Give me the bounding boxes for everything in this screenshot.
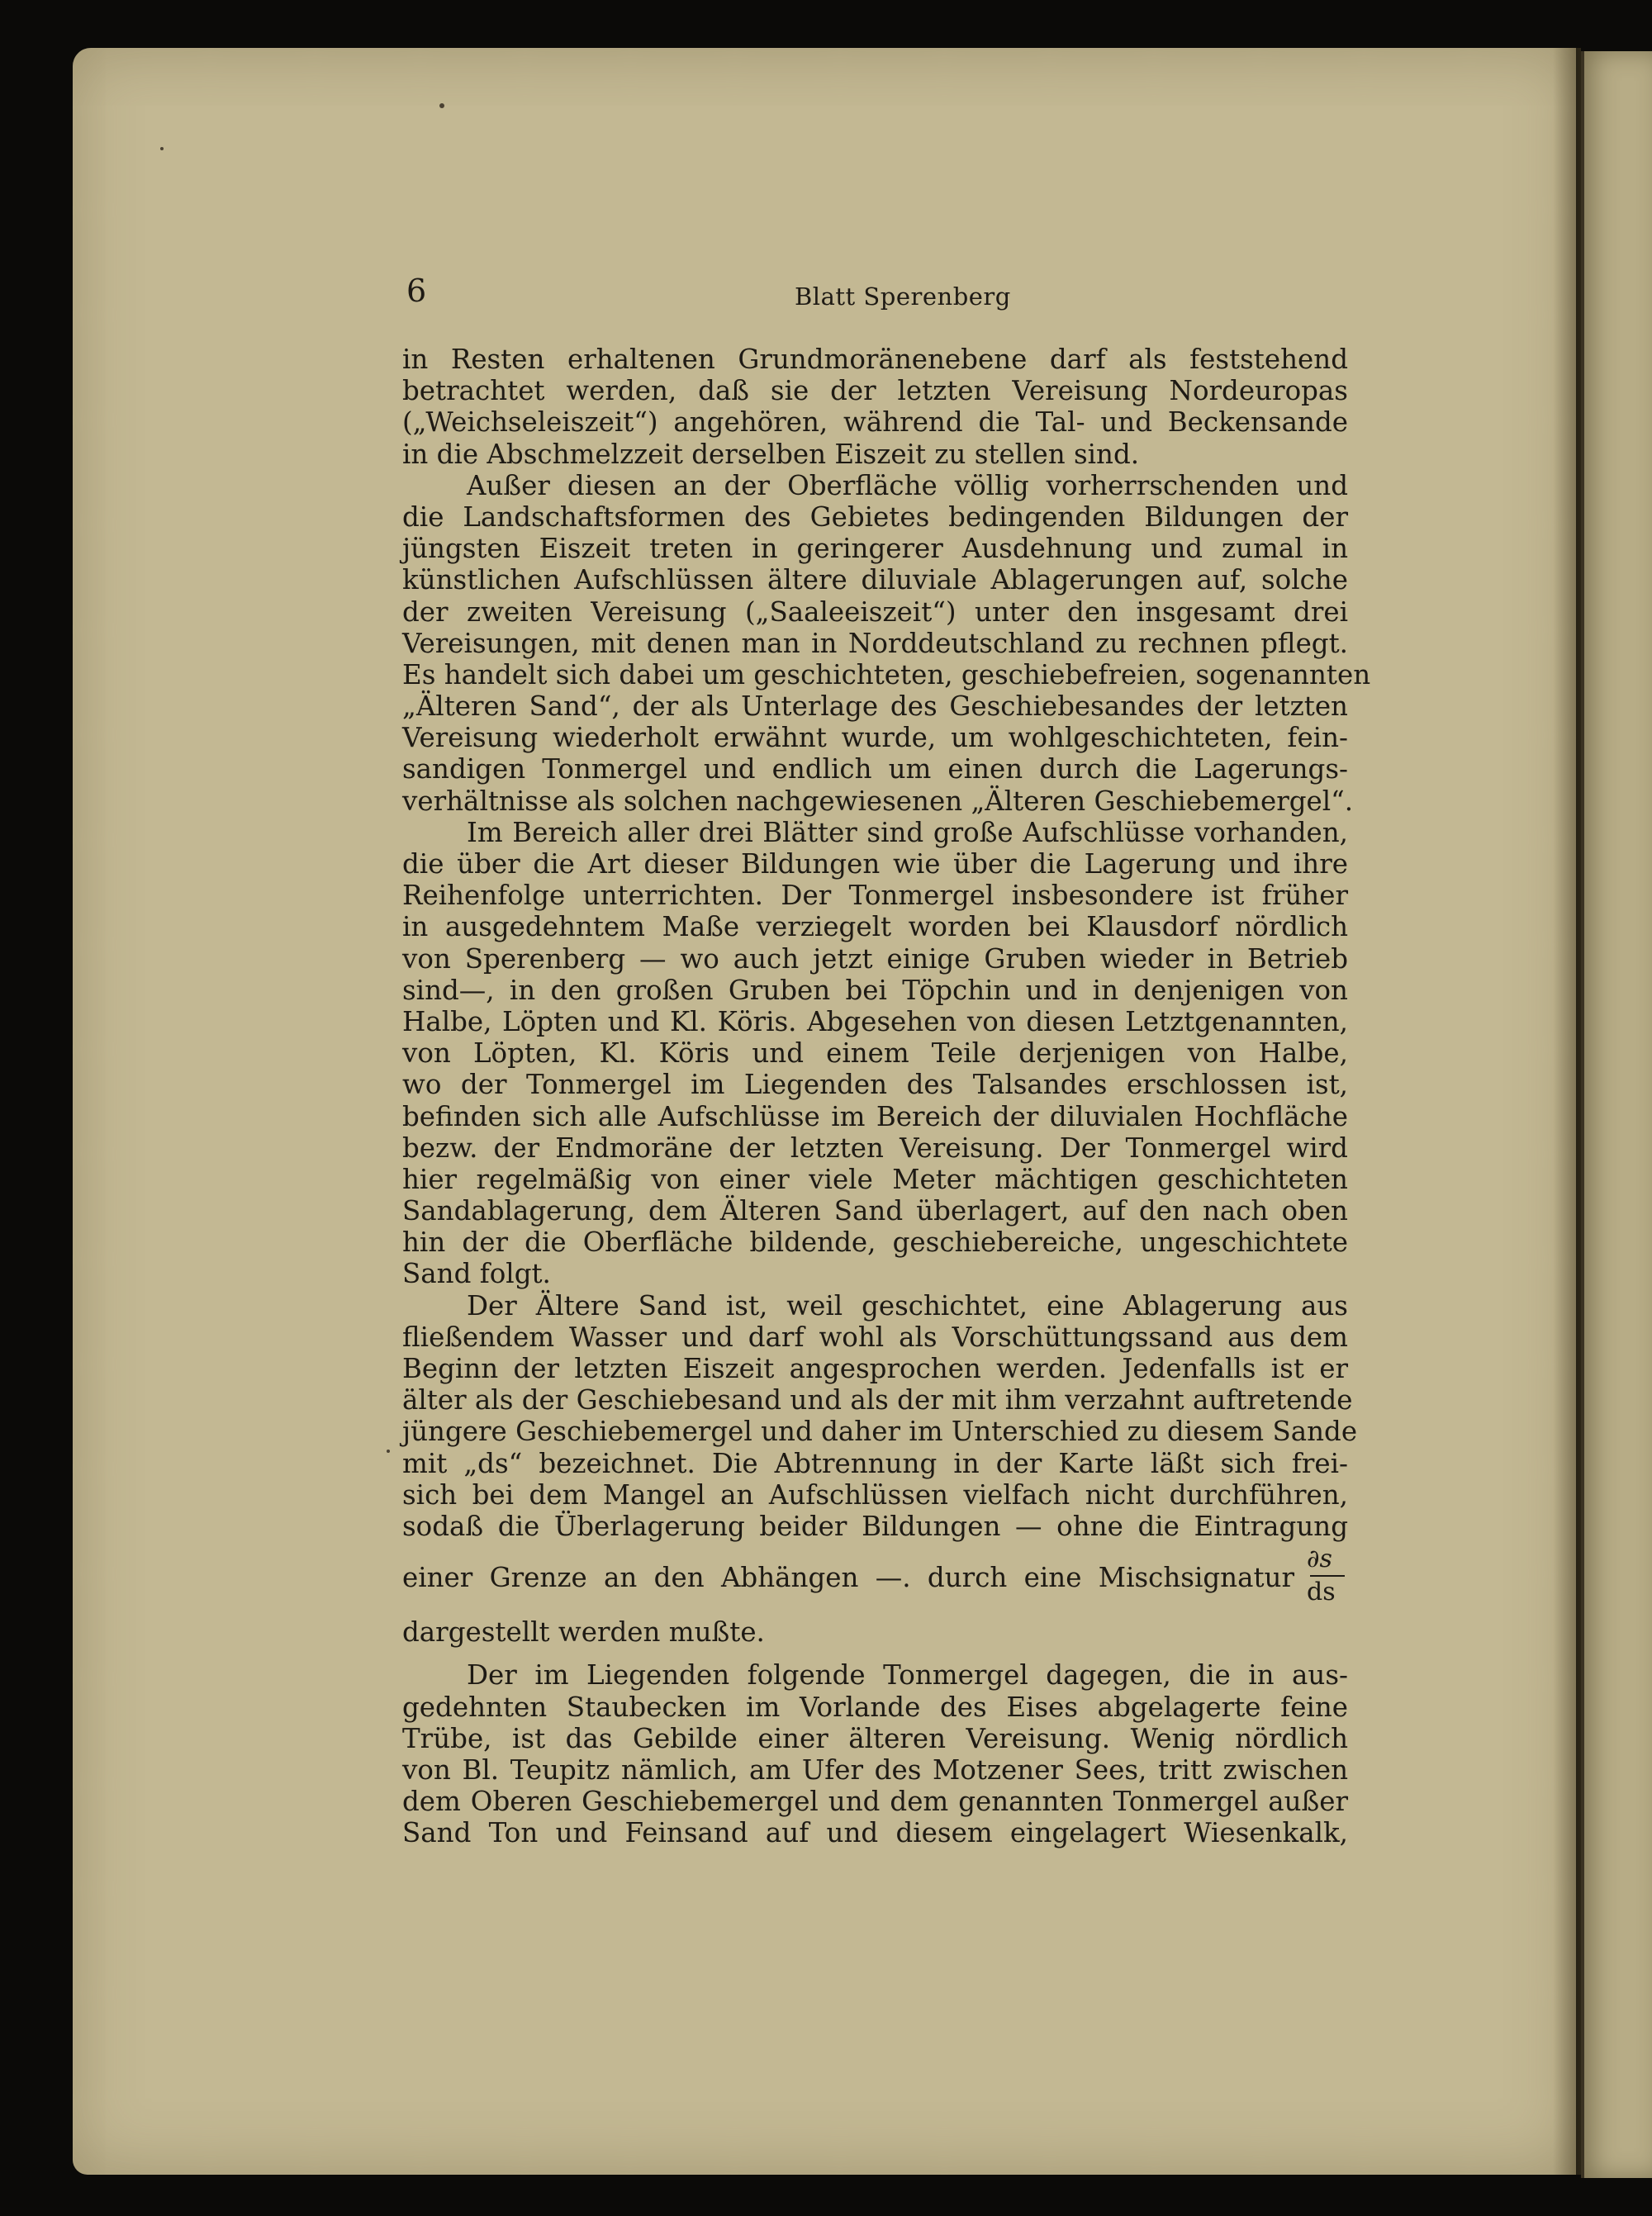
text-line: Trübe, ist das Gebilde einer älteren Vereisung. Wenig nördlich <box>402 1722 1348 1754</box>
text-line: älter als der Geschiebesand und als der mit ihm verzahnt auftretende <box>402 1384 1353 1416</box>
text-line: dargestellt werden mußte. <box>402 1616 765 1649</box>
text-line: von Sperenberg — wo auch jetzt einige Gruben wieder in Betrieb <box>402 942 1348 975</box>
paper-speck <box>160 147 164 150</box>
text-line: Im Bereich aller drei Blätter sind große Aufschlüsse vorhanden, <box>467 816 1348 848</box>
page-number: 6 <box>406 273 427 309</box>
text-line: Der im Liegenden folgende Tonmergel dagegen, die in aus- <box>467 1659 1348 1692</box>
text-line: bezw. der Endmoräne der letzten Vereisung. Der Tonmergel wird <box>402 1132 1348 1164</box>
text-line: von Bl. Teupitz nämlich, am Ufer des Motzener Sees, tritt zwischen <box>402 1753 1348 1786</box>
body-text <box>402 344 1371 1849</box>
running-title: Blatt Sperenberg <box>795 282 1011 311</box>
text-line: Es handelt sich dabei um geschichteten, geschiebefreien, sogenannten <box>402 658 1371 690</box>
text-line: Außer diesen an der Oberfläche völlig vorherrschenden und <box>467 469 1348 501</box>
adjacent-page-edge <box>1581 51 1652 2178</box>
fraction-denominator: ds <box>1307 1578 1336 1607</box>
paragraph <box>402 817 1348 1290</box>
text-line: dem Oberen Geschiebemergel und dem genannten Tonmergel außer <box>402 1786 1348 1818</box>
text-line: Halbe, Löpten und Kl. Köris. Abgesehen von diesen Letztgenannten, <box>402 1005 1348 1037</box>
text-line: hier regelmäßig von einer viele Meter mächtigen geschichteten <box>402 1163 1348 1195</box>
text-line: Beginn der letzten Eiszeit angesprochen werden. Jedenfalls ist er <box>402 1353 1348 1384</box>
paragraph <box>402 344 1348 470</box>
text-line: sich bei dem Mangel an Aufschlüssen vielfach nicht durchführen, <box>402 1478 1348 1511</box>
text-line: die über die Art dieser Bildungen wie über die Lagerung und ihre <box>402 848 1348 880</box>
text-line: Sand folgt. <box>402 1258 551 1290</box>
spine-shadow <box>1553 48 1581 2175</box>
text-line: Vereisungen, mit denen man in Norddeutschland zu rechnen pflegt. <box>402 627 1348 659</box>
text-line: verhältnisse als solchen nachgewiesenen „Älteren Geschiebemergel“. <box>402 785 1354 817</box>
text-line: Reihenfolge unterrichten. Der Tonmergel insbesondere ist früher <box>402 880 1348 912</box>
text-line: wo der Tonmergel im Liegenden des Talsandes erschlossen ist, <box>402 1069 1348 1101</box>
text-line: Der Ältere Sand ist, weil geschichtet, eine Ablagerung aus <box>467 1289 1348 1322</box>
text-line: in ausgedehntem Maße verziegelt worden bei Klausdorf nördlich <box>402 911 1348 943</box>
text-line: von Löpten, Kl. Köris und einem Teile derjenigen von Halbe, <box>402 1037 1348 1070</box>
text-line: betrachtet werden, daß sie der letzten Vereisung Nordeuropas <box>402 375 1348 407</box>
text-line: hin der die Oberfläche bildende, geschiebereiche, ungeschichtete <box>402 1227 1348 1259</box>
text-line: in die Abschmelzzeit derselben Eiszeit zu stellen sind. <box>402 438 1140 470</box>
text-line: der zweiten Vereisung („Saaleeiszeit“) unter den insgesamt drei <box>402 596 1348 628</box>
text-line: befinden sich alle Aufschlüsse im Bereich der diluvialen Hochfläche <box>402 1100 1348 1132</box>
text-line: in Resten erhaltenen Grundmoränenebene darf als feststehend <box>402 344 1348 375</box>
paragraph <box>402 1289 1358 1649</box>
text-line: künstlichen Aufschlüssen ältere diluviale Ablagerungen auf, solche <box>402 564 1348 596</box>
text-line: gedehnten Staubecken im Vorlande des Eises abgelagerte feine <box>402 1691 1348 1723</box>
text-line: sandigen Tonmergel und endlich um einen durch die Lagerungs- <box>402 753 1348 785</box>
paper-speck <box>387 1450 390 1453</box>
fraction-bar <box>1310 1575 1345 1577</box>
text-line: Vereisung wiederholt erwähnt wurde, um wohlgeschichteten, fein- <box>402 722 1348 754</box>
text-line: fließendem Wasser und darf wohl als Vorschüttungssand aus dem <box>402 1321 1348 1353</box>
fraction-numerator: ∂s <box>1307 1545 1332 1574</box>
text-line: sodaß die Überlagerung beider Bildungen — ohne die Eintragung <box>402 1510 1348 1542</box>
text-line: die Landschaftsformen des Gebietes bedingenden Bildungen der <box>402 501 1348 533</box>
text-line: („Weichseleiszeit“) angehören, während die Tal- und Beckensande <box>402 406 1348 439</box>
text-line: Sand Ton und Feinsand auf und diesem eingelagert Wiesenkalk, <box>402 1817 1348 1849</box>
text-line: jüngsten Eiszeit treten in geringerer Ausdehnung und zumal in <box>402 533 1348 565</box>
paragraph <box>402 1659 1348 1848</box>
text-line: mit „ds“ bezeichnet. Die Abtrennung in der Karte läßt sich frei- <box>402 1447 1348 1479</box>
text-line: einer Grenze an den Abhängen —. durch eine Mischsignatur <box>402 1562 1294 1594</box>
text-line: Sandablagerung, dem Älteren Sand überlagert, auf den nach oben <box>402 1195 1348 1227</box>
text-line: „Älteren Sand“, der als Unterlage des Geschiebesandes der letzten <box>402 690 1348 723</box>
page-header <box>406 273 1348 322</box>
text-line: jüngere Geschiebemergel und daher im Unterschied zu diesem Sande <box>402 1416 1358 1448</box>
paper-speck <box>439 103 444 108</box>
formula-line <box>402 1545 1348 1611</box>
paragraph <box>402 469 1371 817</box>
text-line: sind—, in den großen Gruben bei Töpchin und in denjenigen von <box>402 974 1348 1006</box>
mixed-signature-fraction <box>1307 1545 1348 1606</box>
